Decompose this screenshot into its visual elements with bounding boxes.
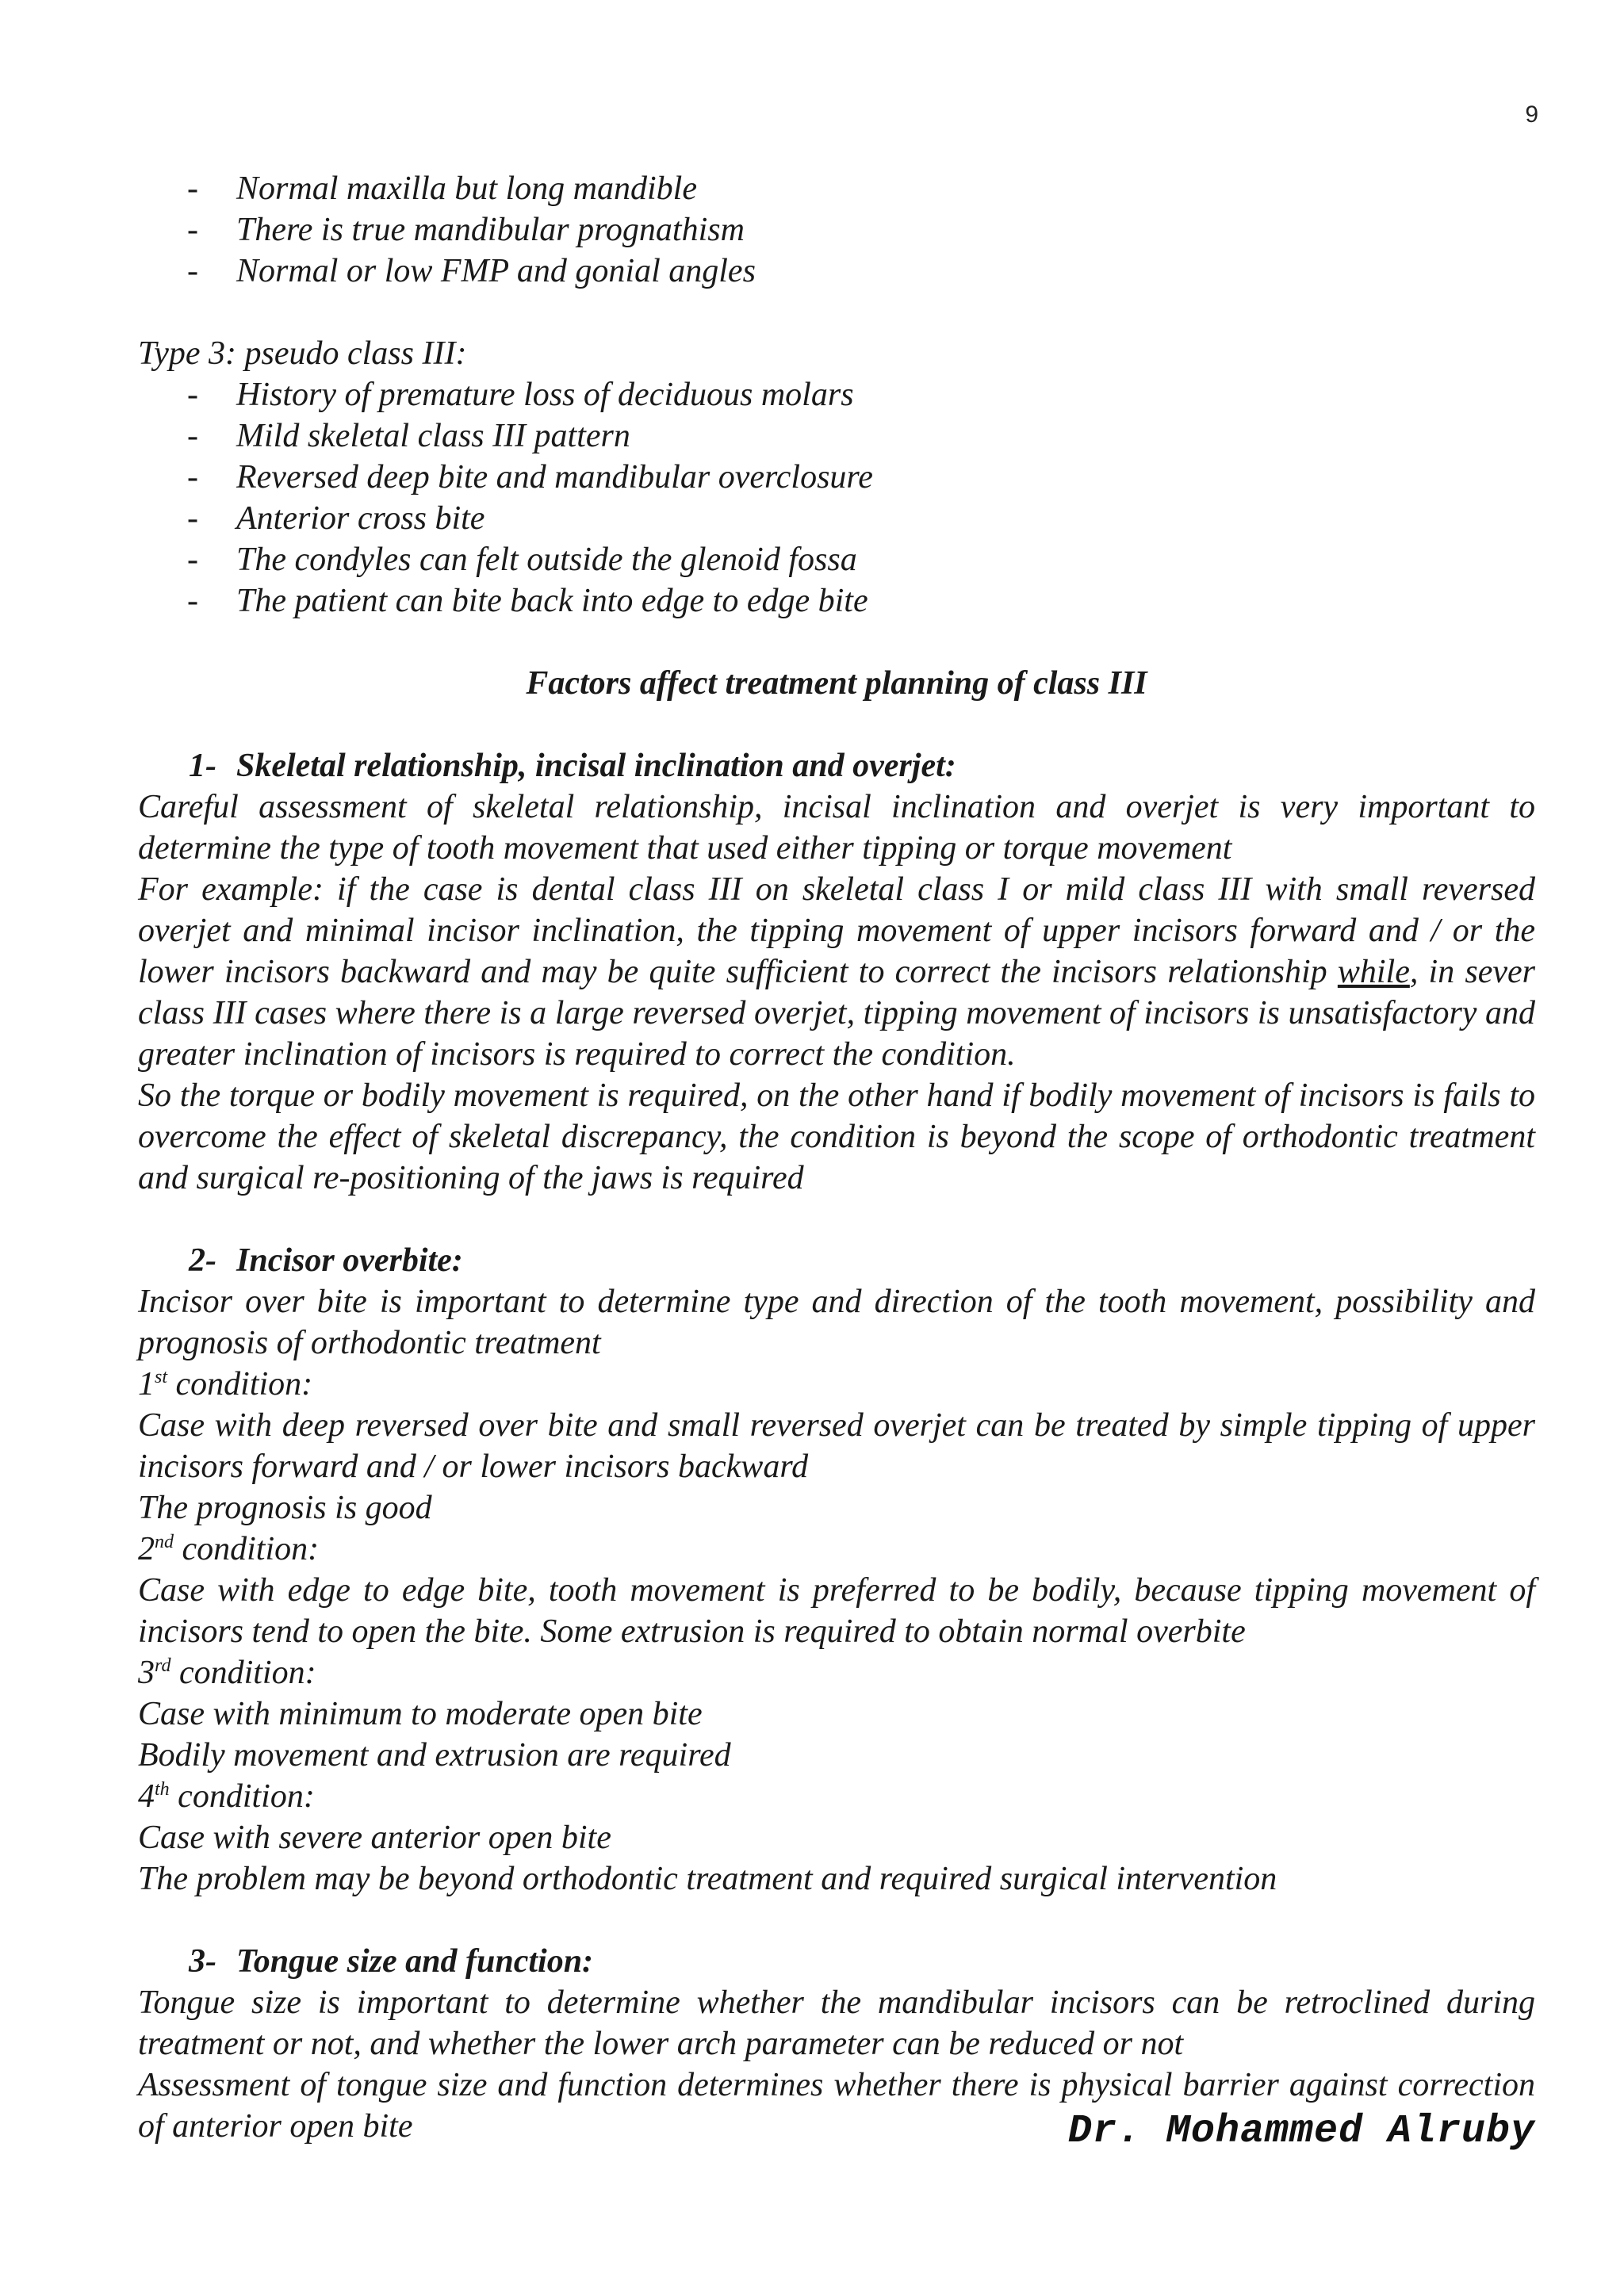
page-number: 9 [1525, 101, 1538, 128]
list-item: - History of premature loss of deciduous molars [138, 374, 1535, 415]
condition-1-text: The prognosis is good [138, 1490, 432, 1526]
section-2-intro: Incisor over bite is important to determine type and direction of the tooth movement, possibility and prognosis of orthodontic treatment [138, 1284, 1535, 1361]
condition-3-text: Case with minimum to moderate open bite [138, 1696, 703, 1732]
section-2-title-text: Incisor overbite: [236, 1242, 463, 1279]
intro-bullet-list [138, 168, 1535, 292]
condition-4-label: 4th condition: [138, 1778, 315, 1815]
underlined-word: while [1337, 954, 1410, 990]
list-item: - The condyles can felt outside the glenoid fossa [138, 539, 1535, 580]
condition-4-text: Case with severe anterior open bite [138, 1820, 611, 1856]
section-1-title [138, 745, 1535, 786]
list-item: - Normal maxilla but long mandible [138, 168, 1535, 209]
condition-1-label: 1st condition: [138, 1366, 313, 1402]
list-item: - Normal or low FMP and gonial angles [138, 251, 1535, 292]
condition-2-label: 2nd condition: [138, 1531, 320, 1567]
list-item: - The patient can bite back into edge to edge bite [138, 580, 1535, 622]
page-content [138, 168, 1535, 2147]
section-1-number: 1- [189, 748, 216, 784]
section-1-paragraph-1: Careful assessment of skeletal relationship, incisal inclination and overjet is very important to determine the type of tooth movement that used either tipping or torque movement [138, 789, 1535, 867]
list-item: - Anterior cross bite [138, 498, 1535, 539]
section-1-paragraph-3: So the torque or bodily movement is required, on the other hand if bodily movement of incisors is fails to overcome the effect of skeletal discrepancy, the condition is beyond the scope of orthodontic treatment and surgical re-positioning of the jaws is required [138, 1077, 1535, 1196]
section-1-title-text: Skeletal relationship, incisal inclination and overjet: [236, 748, 956, 784]
list-item: - Mild skeletal class III pattern [138, 415, 1535, 457]
section-1-paragraph-2: For example: if the case is dental class III on skeletal class I or mild class III with small reversed overjet and minimal incisor inclination, the tipping movement of upper incisors forward and / or the lower incisors backward and may be quite sufficient to correct the incisors relationship while, in sever class III cases where there is a large reversed overjet, tipping movement of incisors is unsatisfactory and greater inclination of incisors is required to correct the condition. [138, 871, 1535, 1073]
condition-3-label: 3rd condition: [138, 1655, 316, 1691]
condition-4-text: The problem may be beyond orthodontic treatment and required surgical intervention [138, 1861, 1277, 1897]
section-2-number: 2- [189, 1242, 216, 1279]
condition-1-text: Case with deep reversed over bite and small reversed overjet can be treated by simple tipping of upper incisors forward and / or lower incisors backward [138, 1407, 1535, 1485]
section-3-title [138, 1941, 1535, 1982]
section-3-title-text: Tongue size and function: [236, 1943, 594, 1980]
condition-3-text: Bodily movement and extrusion are required [138, 1737, 731, 1774]
type3-bullet-list [138, 374, 1535, 622]
author-signature: Dr. Mohammed Alruby [1067, 2109, 1535, 2154]
section-3-number: 3- [189, 1943, 216, 1980]
list-item: - Reversed deep bite and mandibular overclosure [138, 457, 1535, 498]
main-heading: Factors affect treatment planning of class III [526, 665, 1147, 702]
condition-2-text: Case with edge to edge bite, tooth movement is preferred to be bodily, because tipping movement of incisors tend to open the bite. Some extrusion is required to obtain normal overbite [138, 1572, 1535, 1650]
section-3-paragraph-2: Assessment of tongue size and function determines whether there is physical barrier against correction of anterior open bite [138, 2067, 1535, 2145]
type3-title: Type 3: pseudo class III: [138, 335, 467, 372]
section-2-title [138, 1240, 1535, 1281]
section-3-paragraph-1: Tongue size is important to determine whether the mandibular incisors can be retroclined during treatment or not, and whether the lower arch parameter can be reduced or not [138, 1984, 1535, 2062]
list-item: - There is true mandibular prognathism [138, 209, 1535, 251]
